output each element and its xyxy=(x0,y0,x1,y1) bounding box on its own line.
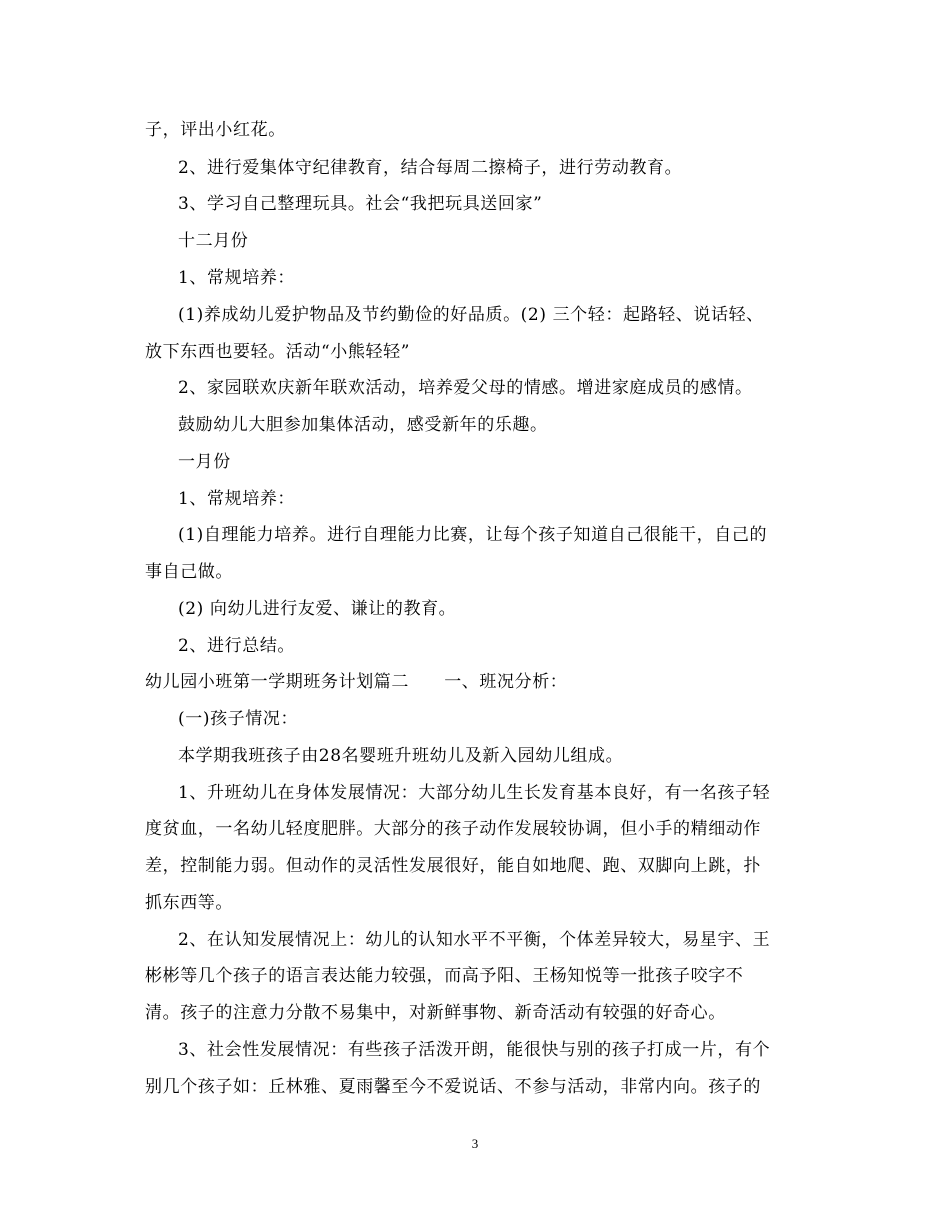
section-heading: 十二月份 xyxy=(178,231,249,251)
text-line: 3、社会性发展情况：有些孩子活泼开朗，能很快与别的孩子打成一片，有个 xyxy=(178,1040,771,1060)
text-line: 本学期我班孩子由28名婴班升班幼儿及新入园幼儿组成。 xyxy=(178,746,624,766)
text-line: 2、在认知发展情况上：幼儿的认知水平不平衡，个体差异较大，易星宇、王 xyxy=(178,930,771,950)
text-line: 清。孩子的注意力分散不易集中，对新鲜事物、新奇活动有较强的好奇心。 xyxy=(145,1003,726,1023)
text-line: 抓东西等。 xyxy=(145,893,233,913)
text-line: 2、家园联欢庆新年联欢活动，培养爱父母的情感。增进家庭成员的感情。 xyxy=(178,378,753,398)
text-line: 3、学习自己整理玩具。社会“我把玩具送回家” xyxy=(178,194,543,214)
text-line: 鼓励幼儿大胆参加集体活动，感受新年的乐趣。 xyxy=(178,415,548,435)
text-line: 差，控制能力弱。但动作的灵活性发展很好，能自如地爬、跑、双脚向上跳，扑 xyxy=(145,856,761,876)
section-heading: 一月份 xyxy=(178,452,231,472)
text-line: (1)自理能力培养。进行自理能力比赛，让每个孩子知道自己很能干，自己的 xyxy=(178,525,768,545)
document-title: 幼儿园小班第一学期班务计划篇二 一、班况分析： xyxy=(145,672,568,692)
text-line: 彬彬等几个孩子的语言表达能力较强，而高予阳、王杨知悦等一批孩子咬字不 xyxy=(145,966,744,986)
text-line: 2、进行总结。 xyxy=(178,636,296,656)
page-number: 3 xyxy=(471,1136,479,1151)
text-line: (1)养成幼儿爱护物品及节约勤俭的好品质。(2) 三个轻：起路轻、说话轻、 xyxy=(178,305,764,325)
text-line: 放下东西也要轻。活动“小熊轻轻” xyxy=(145,342,410,362)
text-line: 度贫血，一名幼儿轻度肥胖。大部分的孩子动作发展较协调，但小手的精细动作 xyxy=(145,819,761,839)
text-line: 2、进行爱集体守纪律教育，结合每周二擦椅子，进行劳动教育。 xyxy=(178,158,683,178)
text-line: (2) 向幼儿进行友爱、谦让的教育。 xyxy=(178,599,457,619)
text-line: 1、升班幼儿在身体发展情况：大部分幼儿生长发育基本良好，有一名孩子轻 xyxy=(178,783,771,803)
text-line: 1、常规培养： xyxy=(178,268,296,288)
text-line: (一)孩子情况： xyxy=(178,709,299,729)
text-line: 事自己做。 xyxy=(145,562,233,582)
text-line: 别几个孩子如：丘林雅、夏雨馨至今不爱说话、不参与活动，非常内向。孩子的 xyxy=(145,1077,761,1097)
text-line: 子，评出小红花。 xyxy=(145,120,286,140)
text-line: 1、常规培养： xyxy=(178,489,296,509)
